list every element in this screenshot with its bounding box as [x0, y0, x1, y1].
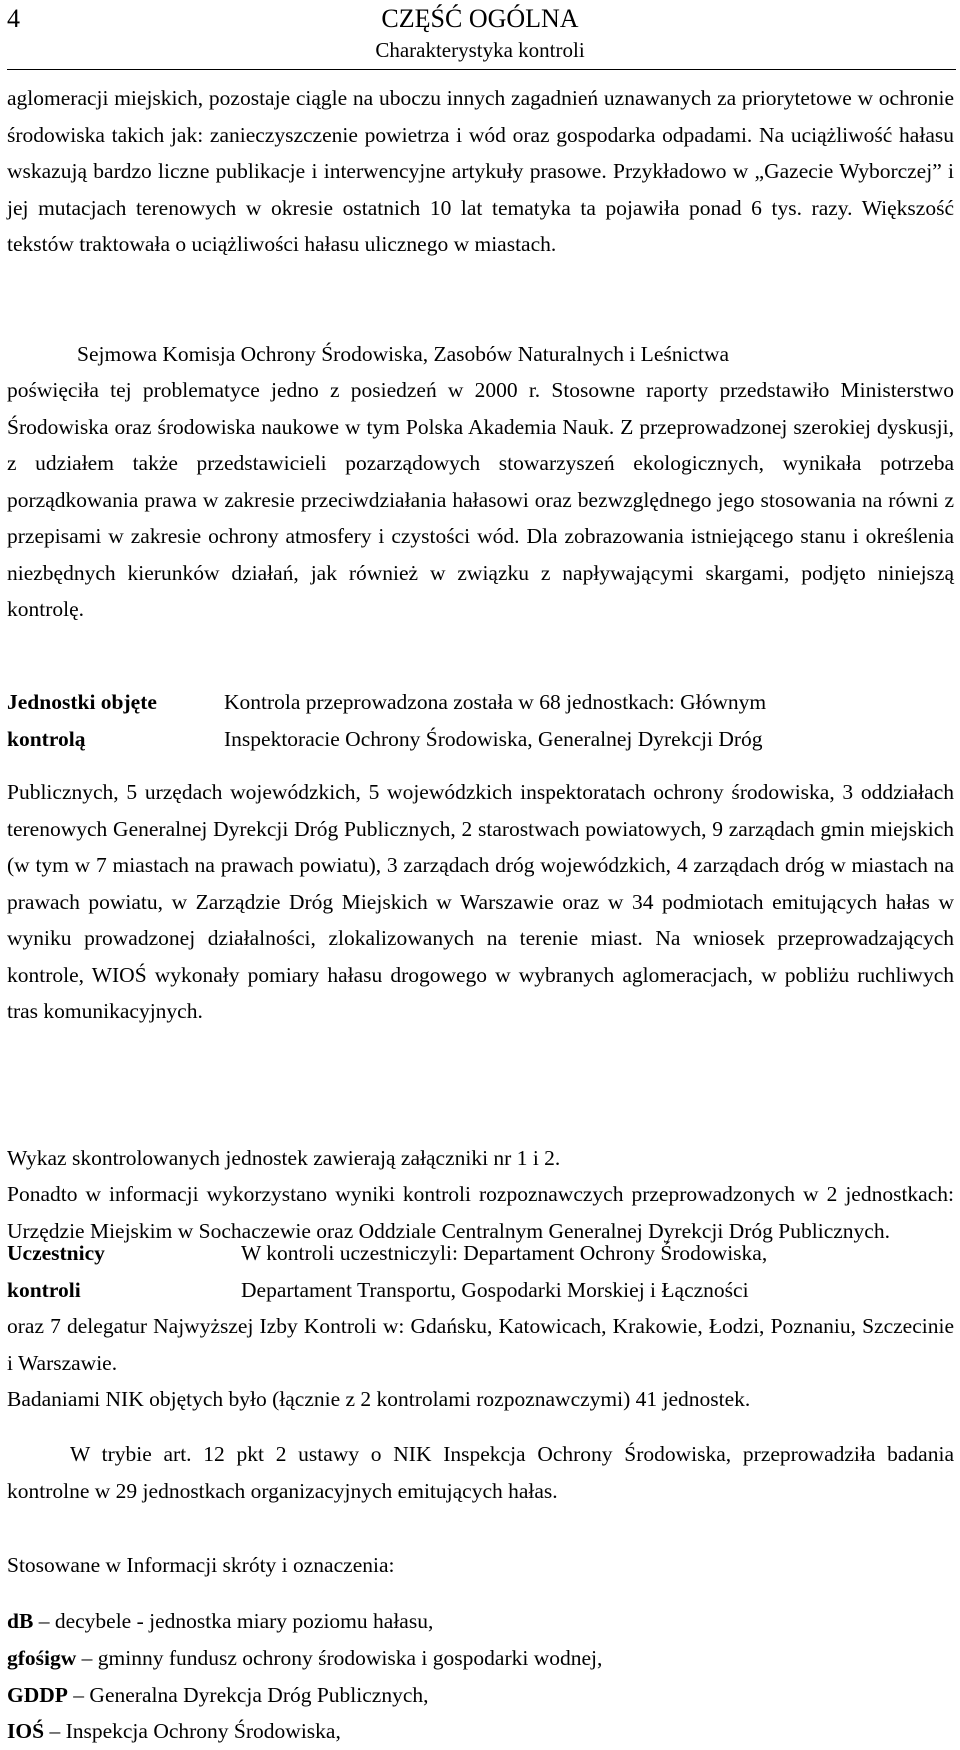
units-side-line2: Inspektoracie Ochrony Środowiska, Generalnej Dyrekcji Dróg: [224, 726, 763, 751]
units-side-line1: Kontrola przeprowadzona została w 68 jednostkach: Głównym: [224, 690, 767, 714]
units-heading-line2: kontrolą: [7, 726, 86, 751]
page-number: 4: [7, 4, 20, 33]
units-side-text: [224, 684, 954, 757]
header-rule: [7, 69, 956, 70]
units-heading-line1: Jednostki objęte: [7, 690, 157, 714]
section-title: CZĘŚĆ OGÓLNA: [381, 4, 579, 33]
additional-paragraph: Ponadto w informacji wykorzystano wyniki kontroli rozpoznawczych przeprowadzonych w 2 jednostkach: Urzędzie Miejskim w Sochaczewie oraz Oddziale Centralnym Generalnej Dyrekcji Dróg Publicznych.: [7, 1182, 954, 1243]
abbreviation-item: [7, 1677, 602, 1714]
intro-paragraph-1: aglomeracji miejskich, pozostaje ciągle na uboczu innych zagadnień uznawanych za priorytetowe w ochronie środowiska takich jak: zanieczyszczenie powietrza i wód oraz gospodarka odpadami. Na uciążliwość hałasu wskazują bardzo liczne publikacje i interwencyjne artykuły prasowe. Przykładowo w „Gazecie Wyborczej” i jej mutacjach terenowych w okresie ostatnich 10 lat tematyka ta pojawiła ponad 6 tys. razy. Większość tekstów traktowała o uciążliwości hałasu ulicznego w miastach.: [7, 86, 954, 256]
abbreviation-definition: – Generalna Dyrekcja Dróg Publicznych,: [67, 1682, 429, 1707]
intro-paragraph-2-first: Sejmowa Komisja Ochrony Środowiska, Zasobów Naturalnych i Leśnictwa: [77, 342, 730, 366]
units-heading: [7, 684, 157, 757]
participants-side-line2: Departament Transportu, Gospodarki Morskiej i Łączności: [241, 1277, 749, 1302]
participants-side-text: [241, 1235, 954, 1308]
participants-heading: [7, 1235, 105, 1308]
abbreviation-item: [7, 1640, 602, 1677]
total-units-line: Badaniami NIK objętych było (łącznie z 2 kontrolami rozpoznawczymi) 41 jednostek.: [7, 1387, 751, 1411]
abbreviation-term: GDDP: [7, 1682, 68, 1707]
participants-side-line1: W kontroli uczestniczyli: Departament Ochrony Środowiska,: [241, 1241, 768, 1265]
participants-heading-line2: kontroli: [7, 1277, 81, 1302]
abbreviation-term: gfośigw: [7, 1645, 77, 1670]
abbreviation-definition: – decybele - jednostka miary poziomu hałasu,: [33, 1609, 434, 1633]
abbreviations-intro: Stosowane w Informacji skróty i oznaczenia:: [7, 1553, 395, 1577]
inspection-paragraph: W trybie art. 12 pkt 2 ustawy o NIK Inspekcja Ochrony Środowiska, przeprowadziła badania kontrolne w 29 jednostkach organizacyjnych emitujących hałas.: [7, 1442, 954, 1503]
abbreviation-definition: – Inspekcja Ochrony Środowiska,: [44, 1719, 341, 1744]
abbreviation-term: IOŚ: [7, 1719, 45, 1744]
participants-heading-line1: Uczestnicy: [7, 1241, 105, 1265]
abbreviation-definition: – gminny fundusz ochrony środowiska i gospodarki wodnej,: [76, 1645, 603, 1670]
units-paragraph: Publicznych, 5 urzędach wojewódzkich, 5 wojewódzkich inspektoratach ochrony środowiska, 3 oddziałach terenowych Generalnej Dyrekcji Dróg Publicznych, 2 starostwach powiatowych, 9 zarządach gmin miejskich (w tym w 7 miastach na prawach powiatu), 3 zarządach dróg wojewódzkich, 4 zarządach dróg w miastach na prawach powiatu, w Zarządzie Dróg Miejskich w Warszawie oraz w 34 podmiotach emitujących hałas w wyniku prowadzonej działalności, zlokalizowanych na terenie miast. Na wniosek przeprowadzających kontrole, WIOŚ wykonały pomiary hałasu drogowego w wybranych aglomeracjach, w pobliżu ruchliwych tras komunikacyjnych.: [7, 780, 954, 1023]
section-subtitle: Charakterystyka kontroli: [375, 38, 585, 62]
participants-paragraph: oraz 7 delegatur Najwyższej Izby Kontroli w: Gdańsku, Katowicach, Krakowie, Łodzi, Poznaniu, Szczecinie i Warszawie.: [7, 1314, 954, 1375]
abbreviation-item: [7, 1713, 602, 1750]
annex-line: Wykaz skontrolowanych jednostek zawierają załączniki nr 1 i 2.: [7, 1146, 561, 1170]
abbreviation-item: [7, 1603, 602, 1640]
abbreviations-list: [7, 1603, 602, 1750]
intro-paragraph-2: poświęciła tej problematyce jedno z posiedzeń w 2000 r. Stosowne raporty przedstawiło Ministerstwo Środowiska oraz środowiska naukowe w tym Polska Akademia Nauk. Z przeprowadzonej szerokiej dyskusji, z udziałem także przedstawicieli pozarządowych stowarzyszeń ekologicznych, wynikała potrzeba porządkowania prawa w zakresie przeciwdziałania hałasowi oraz bezwzględnego jego stosowania na równi z przepisami w zakresie ochrony atmosfery i czystości wód. Dla zobrazowania istniejącego stanu i określenia niezbędnych kierunków działań, jak również w związku z napływającymi skargami, podjęto niniejszą kontrolę.: [7, 378, 954, 621]
abbreviation-term: dB: [7, 1609, 34, 1633]
